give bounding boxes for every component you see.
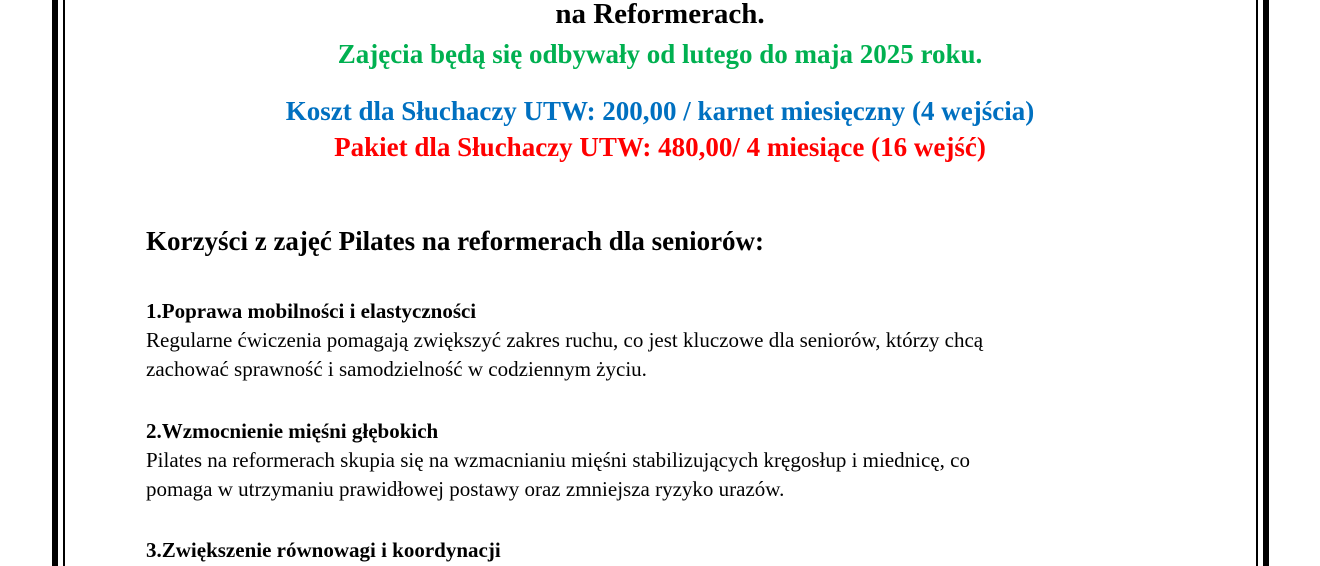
benefit-2-text-line2: pomaga w utrzymaniu prawidłowej postawy oraz zmniejsza ryzyko urazów. xyxy=(146,477,785,501)
benefit-1-title: 1.Poprawa mobilności i elastyczności xyxy=(146,299,477,323)
cost-line: Koszt dla Słuchaczy UTW: 200,00 / karnet miesięczny (4 wejścia) xyxy=(285,96,1035,126)
benefits-heading: Korzyści z zajęć Pilates na reformerach dla seniorów: xyxy=(146,226,765,256)
schedule-line: Zajęcia będą się odbywały od lutego do maja 2025 roku. xyxy=(337,39,983,69)
benefit-1-text-line1: Regularne ćwiczenia pomagają zwiększyć zakres ruchu, co jest kluczowe dla seniorów, którzy chcą xyxy=(146,328,984,352)
package-line: Pakiet dla Słuchaczy UTW: 480,00/ 4 miesiące (16 wejść) xyxy=(334,132,986,162)
benefit-2-title: 2.Wzmocnienie mięśni głębokich xyxy=(146,419,439,443)
benefit-2-text-line1: Pilates na reformerach skupia się na wzmacnianiu mięśni stabilizujących kręgosłup i miednicę, co xyxy=(146,448,970,472)
header-title-line: na Reformerach. xyxy=(555,0,765,30)
benefit-3-title: 3.Zwiększenie równowagi i koordynacji xyxy=(146,538,501,562)
benefit-1-text-line2: zachować sprawność i samodzielność w codziennym życiu. xyxy=(146,357,647,381)
